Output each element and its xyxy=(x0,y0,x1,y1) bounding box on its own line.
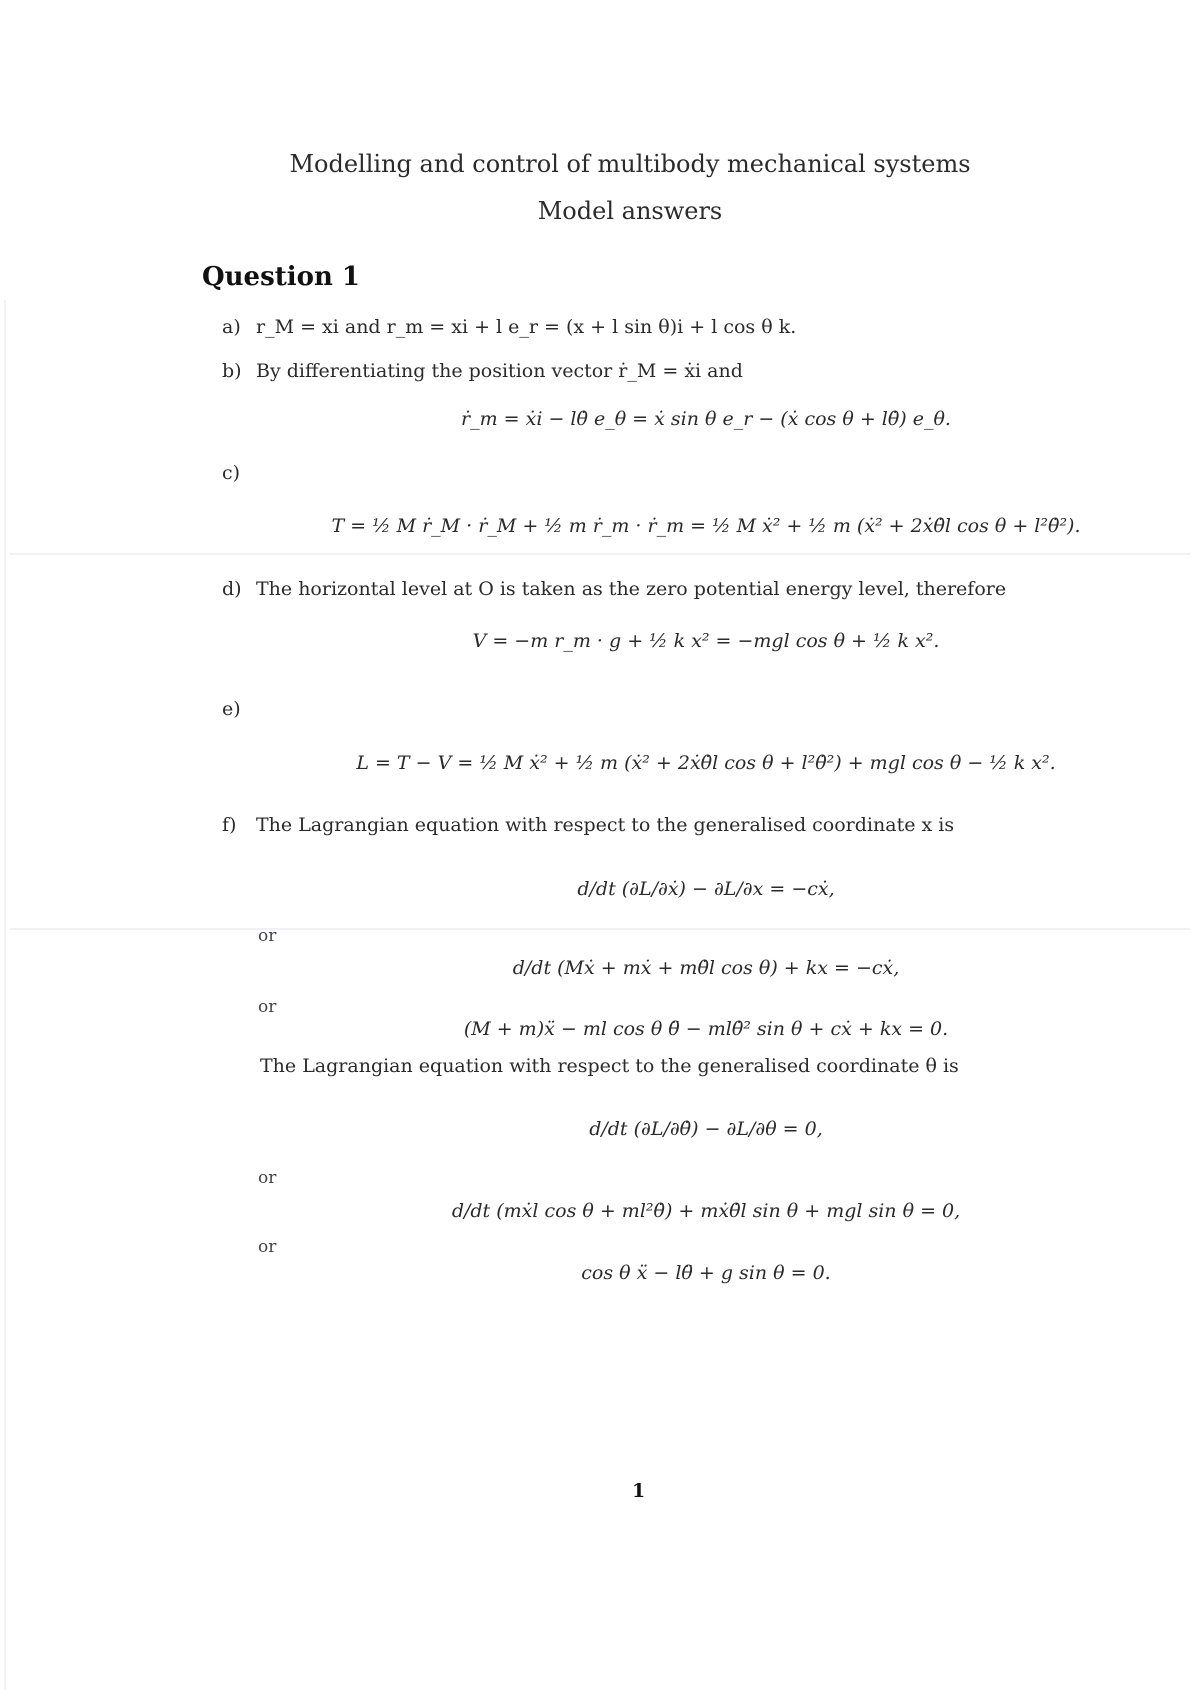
item-f-equation-3: (M + m)ẍ − ml cos θ θ̈ − mlθ̇² sin θ + cẋ + kx = 0. xyxy=(463,1018,949,1040)
item-f-equation-1: d/dt (∂L/∂ẋ) − ∂L/∂x = −cẋ, xyxy=(577,878,835,900)
scan-artifact-line xyxy=(10,553,1190,555)
item-b-equation: ṙ_m = ẋi − lθ̇ e_θ = ẋ sin θ e_r − (ẋ cos θ + lθ̇) e_θ. xyxy=(461,408,951,430)
or-connector: or xyxy=(258,926,277,946)
document-title: Modelling and control of multibody mechanical systems xyxy=(289,150,971,178)
item-f-equation-6: cos θ ẍ − lθ̈ + g sin θ = 0. xyxy=(581,1262,831,1284)
scan-artifact-line xyxy=(10,928,1190,930)
item-label-a: a) xyxy=(222,316,241,338)
item-f-text-theta: The Lagrangian equation with respect to the generalised coordinate θ is xyxy=(260,1055,959,1077)
page-number: 1 xyxy=(632,1480,646,1502)
item-f-text-x: The Lagrangian equation with respect to the generalised coordinate x is xyxy=(256,814,955,836)
scan-artifact-edge xyxy=(4,300,6,1690)
item-label-c: c) xyxy=(222,462,241,484)
item-label-e: e) xyxy=(222,698,241,720)
item-label-f: f) xyxy=(222,814,237,836)
or-connector: or xyxy=(258,1168,277,1188)
item-f-equation-2: d/dt (Mẋ + mẋ + mθ̇l cos θ) + kx = −cẋ, xyxy=(512,957,900,979)
question-heading: Question 1 xyxy=(202,262,361,292)
item-d-equation: V = −m r_m · g + ½ k x² = −mgl cos θ + ½ k x². xyxy=(472,630,940,652)
item-e-equation: L = T − V = ½ M ẋ² + ½ m (ẋ² + 2ẋθ̇l cos θ + l²θ̇²) + mgl cos θ − ½ k x². xyxy=(356,752,1056,774)
item-c-equation: T = ½ M ṙ_M · ṙ_M + ½ m ṙ_m · ṙ_m = ½ M ẋ² + ½ m (ẋ² + 2ẋθ̇l cos θ + l²θ̇²). xyxy=(331,515,1081,537)
item-d-text: The horizontal level at O is taken as the zero potential energy level, therefore xyxy=(256,578,1007,600)
document-subtitle: Model answers xyxy=(537,197,723,225)
item-f-equation-4: d/dt (∂L/∂θ̇) − ∂L/∂θ = 0, xyxy=(589,1118,823,1140)
item-f-equation-5: d/dt (mẋl cos θ + ml²θ̇) + mẋθ̇l sin θ + mgl sin θ = 0, xyxy=(451,1200,961,1222)
item-a-text: r_M = xi and r_m = xi + l e_r = (x + l sin θ)i + l cos θ k. xyxy=(256,316,797,338)
or-connector: or xyxy=(258,997,277,1017)
item-label-d: d) xyxy=(222,578,242,600)
item-label-b: b) xyxy=(222,360,242,382)
or-connector: or xyxy=(258,1237,277,1257)
item-b-text: By differentiating the position vector ṙ_M = ẋi and xyxy=(256,360,743,382)
